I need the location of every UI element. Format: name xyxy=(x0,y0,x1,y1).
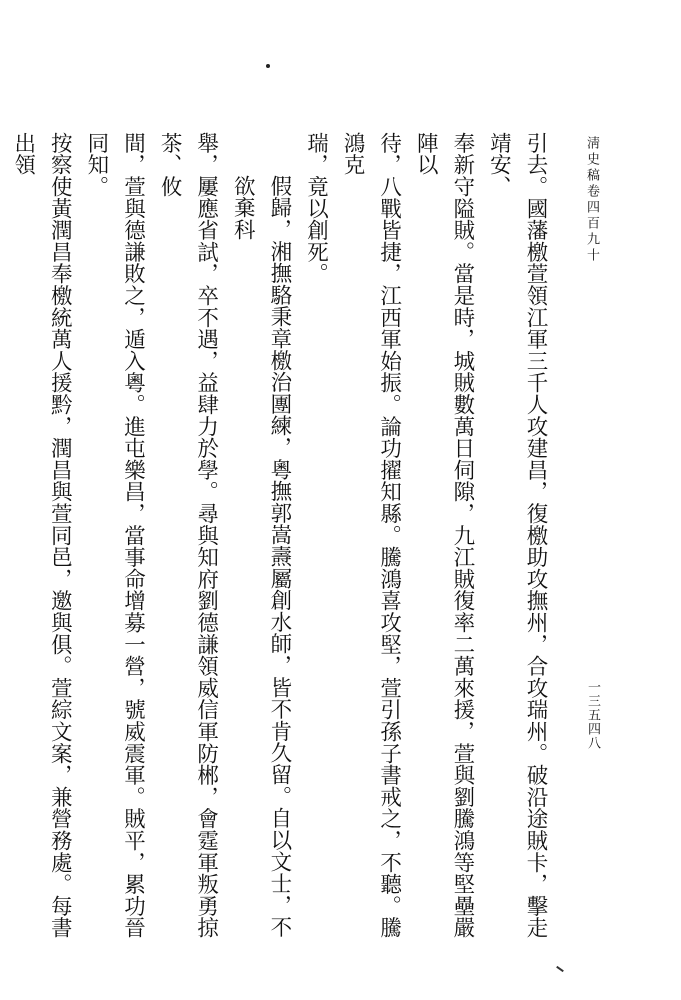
text-column-7: 間，萱與德謙敗之，遁入粵。進屯樂昌，當事命增募一營，號威震軍。賊平，累功晉同知。 xyxy=(83,132,146,939)
page-number: 一三五四八 xyxy=(585,680,600,750)
running-head: 淸史稿卷四百九十 xyxy=(584,136,599,264)
text-column-4: 瑞，竟以創死。 xyxy=(303,132,329,285)
body-text xyxy=(0,132,553,952)
text-column-2: 奉新守隘賊。當是時，城賊數萬日伺隙，九江賊復率二萬來援，萱與劉騰鴻等堅壘嚴陣以 xyxy=(413,132,475,939)
text-column-3: 待，八戰皆捷，江西軍始振。論功擢知縣。騰鴻喜攻堅，萱引孫子書戒之，不聽。騰鴻克 xyxy=(340,132,402,939)
text-column-6: 舉，屢應省試，卒不遇，益肆力於學。尋與知府劉德謙領威信軍防郴，會霆軍叛勇掠茶、攸 xyxy=(157,132,219,939)
text-column-8: 按察使黃潤昌奉檄統萬人援黔，潤昌與萱同邑，邀與俱。萱綜文案，兼營務處。每書出領 xyxy=(10,132,73,939)
ink-tick-mark xyxy=(556,966,564,972)
ink-dot-mark xyxy=(266,64,270,68)
text-column-1: 引去。國藩檄萱領江軍三千人攻建昌，復檄助攻撫州，合攻瑞州。破沿途賊卡，擊走靖安、 xyxy=(486,132,548,939)
text-column-5: 假歸，湘撫駱秉章檄治團練，粵撫郭嵩燾屬創水師，皆不肯久留。自以文士，不欲棄科 xyxy=(230,175,292,938)
text-column-9 xyxy=(0,132,4,952)
